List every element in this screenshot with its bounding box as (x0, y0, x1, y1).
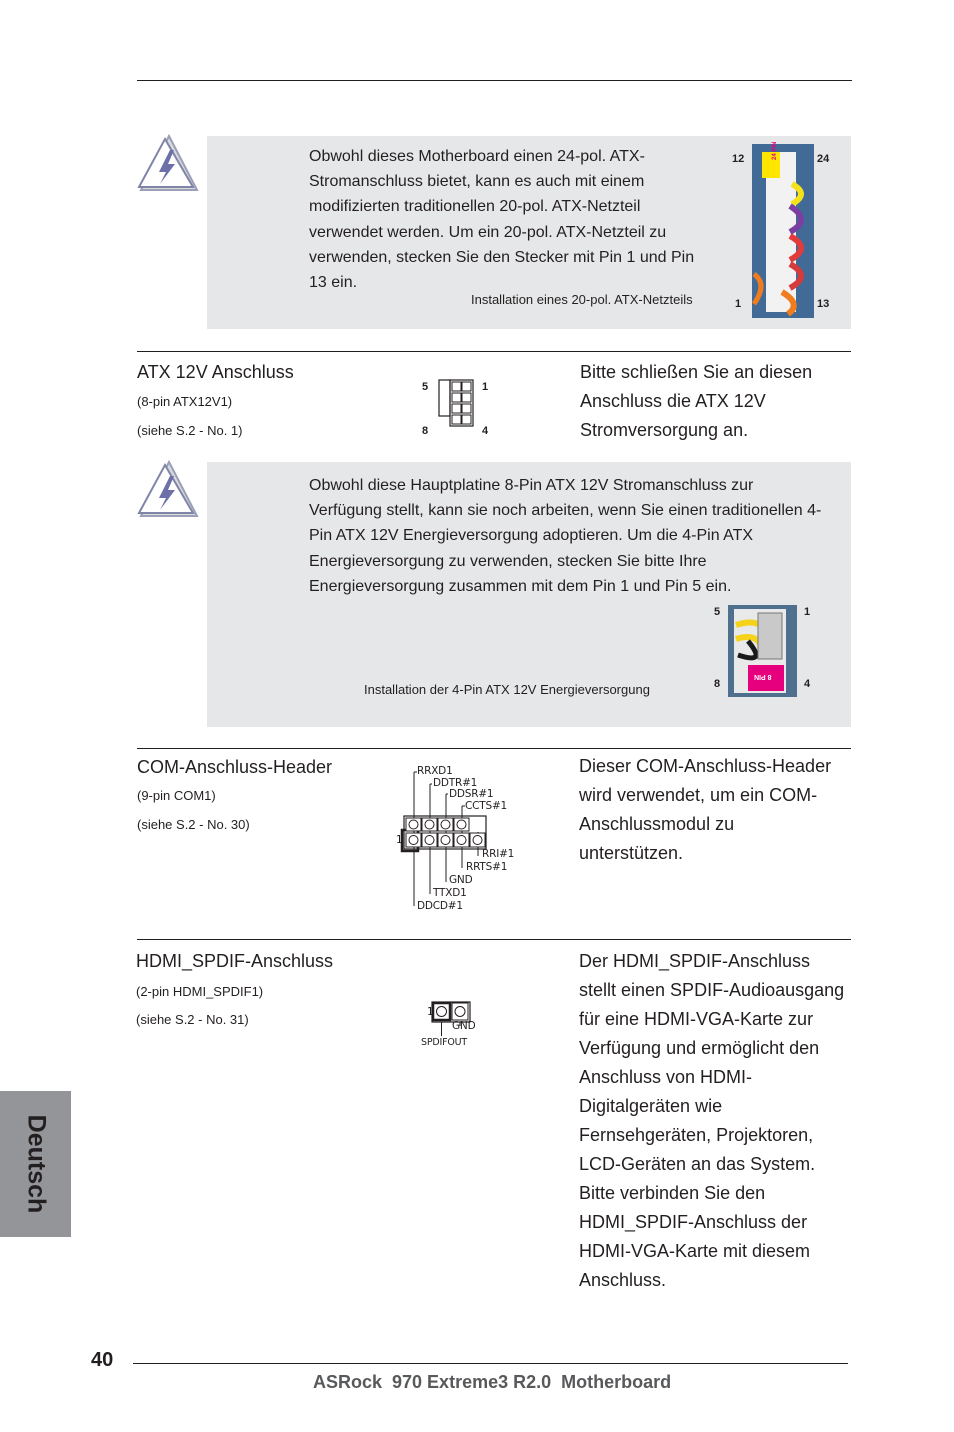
pin-label-13: 13 (817, 298, 830, 310)
com-reference: (siehe S.2 - No. 30) (137, 817, 250, 832)
atx12v-pin-5: 5 (422, 381, 429, 393)
rule-atx12v (137, 351, 851, 352)
note-24pin-caption: Installation eines 20-pol. ATX-Netzteils (471, 292, 693, 307)
hdmi-spdif-reference: (siehe S.2 - No. 31) (136, 1012, 249, 1027)
atx12v-title: ATX 12V Anschluss (137, 362, 294, 382)
atx12v-pin-4: 4 (482, 425, 489, 437)
photo-8pin-connector (728, 605, 797, 697)
language-tab (0, 1091, 71, 1237)
language-tab-label: Deutsch (22, 1114, 50, 1214)
hdmi-label-gnd: GND (452, 1020, 476, 1032)
atx12v-pin-8: 8 (422, 425, 429, 437)
note2-pin-4: 4 (804, 678, 811, 690)
note2-pin-1: 1 (804, 606, 811, 618)
com-label-pin1: 1 (396, 834, 403, 846)
com-label-ddtr: DDTR#1 (433, 777, 478, 789)
pin-label-24: 24 (817, 153, 830, 165)
connector-label-24pin: 24 PIN (772, 141, 778, 160)
com-label-rri: RRI#1 (482, 848, 515, 860)
page-number: 40 (91, 1349, 114, 1371)
footer-rule (133, 1363, 848, 1364)
hdmi-label-pin1: 1 (427, 1006, 434, 1018)
com-label-rrxd: RRXD1 (417, 765, 453, 777)
note2-pin-5: 5 (714, 606, 721, 618)
atx12v-pinout-diagram (437, 378, 477, 430)
com-label-ddcd: DDCD#1 (417, 900, 463, 912)
com-description: Dieser COM-Anschluss-Header wird verwendet, um ein COM-Anschlussmodul zu unterstützen. (579, 756, 832, 863)
hdmi-label-spdifout: SPDIFOUT (421, 1037, 467, 1048)
warning-icon (137, 460, 199, 520)
com-label-rrts: RRTS#1 (466, 861, 508, 873)
pin-label-12: 12 (732, 153, 745, 165)
connector-label-8pin: 8 PIN (754, 673, 772, 680)
hdmi-spdif-pin-info: (2-pin HDMI_SPDIF1) (136, 984, 264, 999)
atx12v-pin-info: (8-pin ATX12V1) (137, 394, 233, 409)
com-label-ccts: CCTS#1 (465, 800, 508, 812)
warning-icon (137, 134, 199, 194)
com-pin-info: (9-pin COM1) (137, 788, 216, 803)
pin-label-1: 1 (735, 298, 742, 310)
com-label-ttxd: TTXD1 (433, 887, 467, 899)
note-8pin-caption: Installation der 4-Pin ATX 12V Energieversorgung (364, 682, 650, 697)
hdmi-spdif-description: Der HDMI_SPDIF-Anschluss stellt einen SPDIF-Audioausgang für eine HDMI-VGA-Karte zur Verfügung und ermöglicht den Anschluss von HDMI-Digitalgeräten wie Fernsehgeräten, Projektoren, LCD-Geräten an das System. Bitte verbinden Sie den HDMI_SPDIF-Anschluss der HDMI-VGA-Karte mit diesem Anschluss. (579, 951, 845, 1290)
atx12v-pin-1: 1 (482, 381, 489, 393)
note-24pin-text: Obwohl dieses Motherboard einen 24-pol. ATX-Stromanschluss bietet, kann es auch mit einem modifizierten traditionellen 20-pol. ATX-Netzteil verwendet werden. Um ein 20-pol. ATX-Netzteil zu verwenden, stecken Sie den Stecker mit Pin 1 und Pin 13 ein. (309, 148, 695, 292)
top-rule (137, 80, 852, 81)
rule-com (137, 748, 851, 749)
note2-pin-8: 8 (714, 678, 721, 690)
hdmi-spdif-title: HDMI_SPDIF-Anschluss (136, 951, 334, 971)
com-label-ddsr: DDSR#1 (449, 788, 494, 800)
com-label-gnd: GND (449, 874, 473, 886)
footer-title: ASRock 970 Extreme3 R2.0 Motherboard (313, 1372, 672, 1392)
photo-24pin-connector (752, 141, 814, 318)
atx12v-description: Bitte schließen Sie an diesen Anschluss die ATX 12V Stromversorgung an. (580, 362, 813, 440)
note-8pin-text: Obwohl diese Hauptplatine 8-Pin ATX 12V Stromanschluss zur Verfügung stellt, kann sie noch arbeiten, wenn Sie einen traditionellen 4-Pin ATX 12V Energieversorgung adoptieren. Um die 4-Pin ATX Energieversorgung zu verwenden, stecken Sie bitte Ihre Energieversorgung zusammen mit dem Pin 1 und Pin 5 ein. (309, 477, 822, 595)
rule-hdmi-spdif (137, 939, 851, 940)
atx12v-reference: (siehe S.2 - No. 1) (137, 423, 243, 438)
com-title: COM-Anschluss-Header (137, 757, 333, 777)
